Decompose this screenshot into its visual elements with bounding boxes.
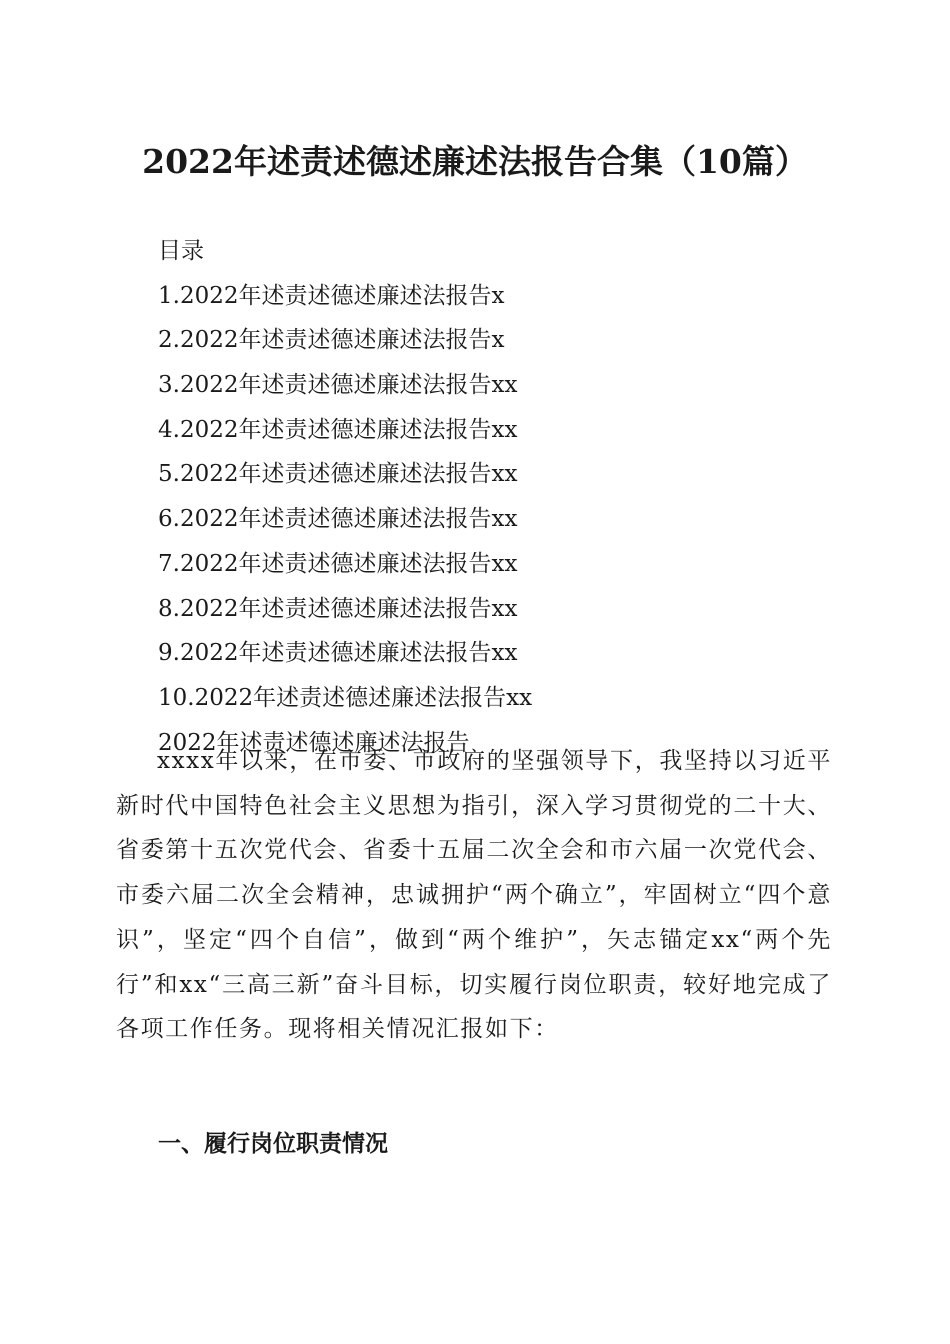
section-heading: 一、履行岗位职责情况 xyxy=(158,1131,388,1157)
article-title: 2022年述责述德述廉述法报告 xyxy=(158,729,470,756)
table-of-contents xyxy=(158,229,858,765)
document-title: 2022年述责述德述廉述法报告合集（10篇） xyxy=(142,142,808,181)
toc-item: 7.2022年述责述德述廉述法报告xx xyxy=(158,550,518,577)
toc-item: 1.2022年述责述德述廉述法报告x xyxy=(158,282,505,309)
toc-item: 10.2022年述责述德述廉述法报告xx xyxy=(158,684,533,711)
toc-item: 3.2022年述责述德述廉述法报告xx xyxy=(158,372,518,399)
toc-item: 5.2022年述责述德述廉述法报告xx xyxy=(158,461,518,488)
toc-item: 6.2022年述责述德述廉述法报告xx xyxy=(158,506,518,533)
intro-paragraph: xxxx年以来，在市委、市政府的坚强领导下，我坚持以习近平新时代中国特色社会主义思想为指引，深入学习贯彻党的二十大、省委第十五次党代会、省委十五届二次全会和市六届一次党代会、市委六届二次全会精神，忠诚拥护“两个确立”，牢固树立“四个意识”，坚定“四个自信”，做到“两个维护”，矢志锚定xx“两个先行”和xx“三高三新”奋斗目标，切实履行岗位职责，较好地完成了各项工作任务。现将相关情况汇报如下： xyxy=(116,748,832,1043)
toc-item: 4.2022年述责述德述廉述法报告xx xyxy=(158,416,518,443)
toc-heading: 目录 xyxy=(158,238,204,264)
toc-item: 8.2022年述责述德述廉述法报告xx xyxy=(158,595,518,622)
toc-item: 9.2022年述责述德述廉述法报告xx xyxy=(158,640,518,667)
toc-item: 2.2022年述责述德述廉述法报告x xyxy=(158,327,505,354)
